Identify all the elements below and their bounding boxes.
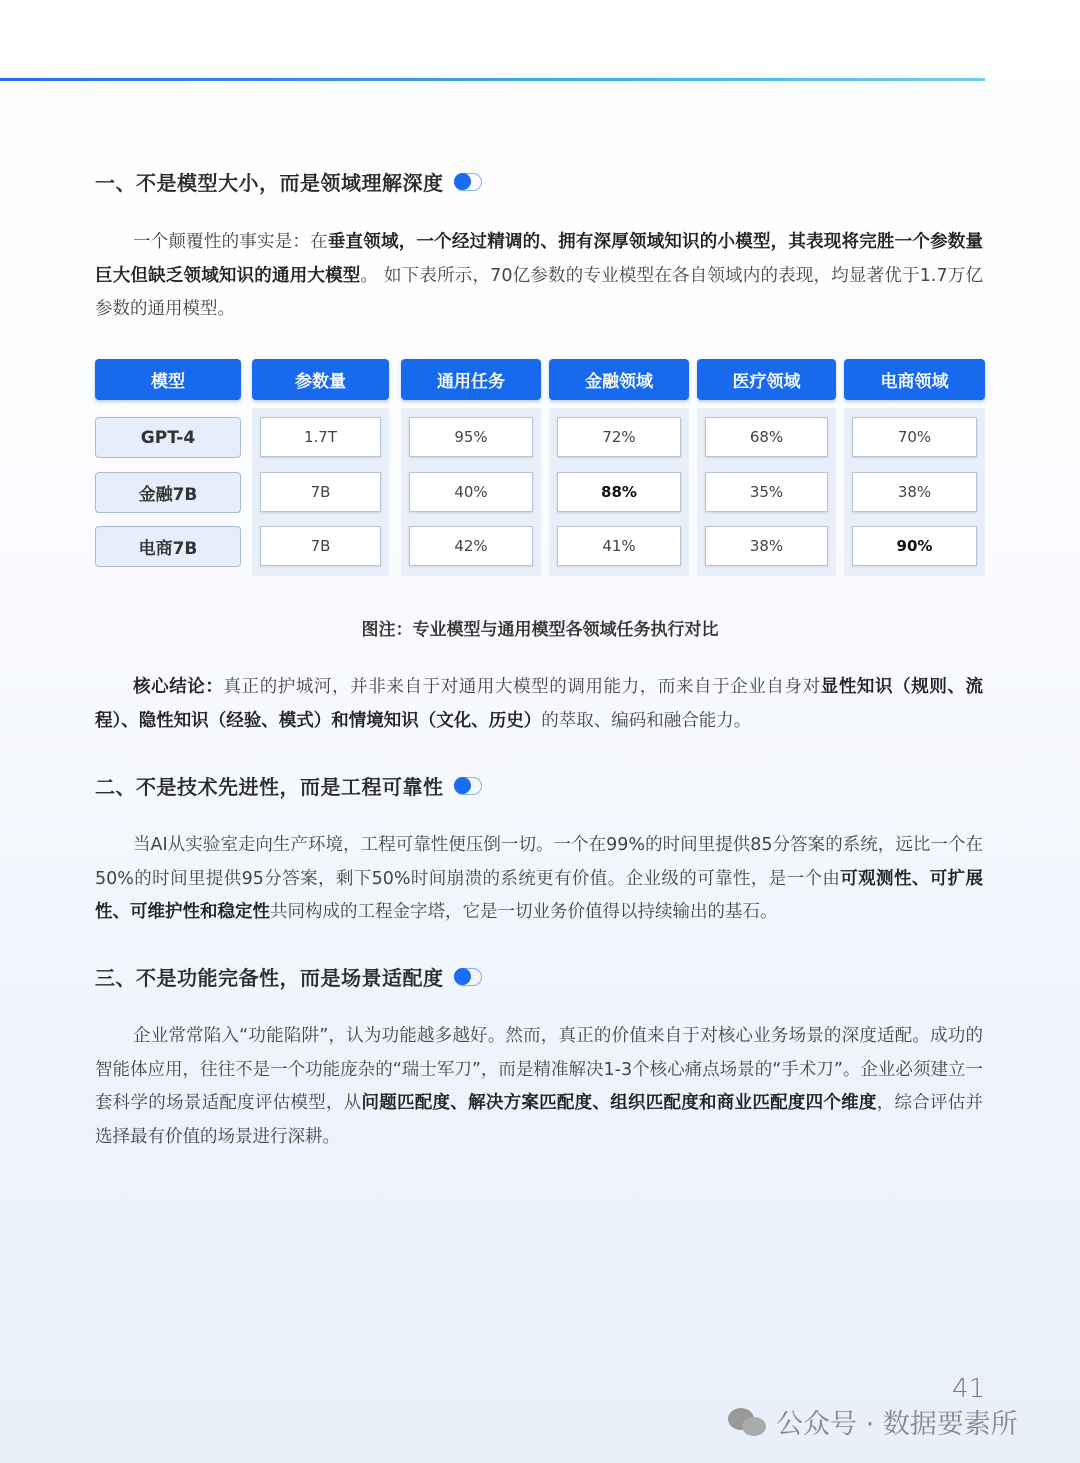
- bold-segment: 可观测性、可扩展性、可维护性和稳定性: [95, 868, 984, 922]
- heading-text: 二、不是技术先进性，而是工程可靠性: [95, 775, 444, 799]
- toggle-icon: [454, 968, 482, 986]
- toggle-icon: [454, 777, 482, 795]
- page-number: 41: [952, 1374, 986, 1404]
- table-cell: 38%: [705, 526, 828, 566]
- table-cell: 72%: [557, 417, 681, 457]
- section-heading-1: [95, 167, 482, 196]
- watermark-text: 公众号 · 数据要素所: [776, 1409, 1018, 1440]
- text-segment: 的萃取、编码和融合能力。: [541, 710, 752, 731]
- table-cell: 38%: [852, 472, 977, 512]
- text-segment: ，综合评估并选择最有价值的场景进行深耕。: [95, 1093, 984, 1147]
- table-caption: 图注：专业模型与通用模型各领域任务执行对比: [361, 620, 719, 640]
- table-cell: 68%: [705, 417, 828, 457]
- table-cell: 7B: [260, 472, 381, 512]
- text-segment: 共同构成的工程金字塔，它是一切业务价值得以持续输出的基石。: [270, 902, 778, 922]
- table-cell: 88%: [557, 472, 681, 512]
- text-segment: 当AI从实验室走向生产环境，工程可靠性便压倒一切。一个在99%的时间里提供85分答案的系统，远比一个在50%的时间里提供95分答案，剩下50%时间崩溃的系统更有价值。企业级的可靠性，是一个由: [95, 835, 983, 889]
- model-name-cell: GPT-4: [95, 417, 241, 458]
- table-header: 金融领域: [549, 359, 689, 400]
- table-cell: 95%: [409, 417, 533, 457]
- paragraph-intro: [95, 226, 983, 327]
- model-name-cell: 金融7B: [95, 472, 241, 513]
- table-cell: 41%: [557, 526, 681, 566]
- heading-text: 三、不是功能完备性，而是场景适配度: [95, 966, 444, 990]
- watermark: [728, 1402, 1018, 1441]
- text-segment: 一个颠覆性的事实是：在: [133, 232, 328, 252]
- table-cell: 42%: [409, 526, 533, 566]
- bold-segment: 核心结论：: [133, 677, 224, 697]
- table-header: 模型: [95, 359, 241, 400]
- wechat-icon: [728, 1406, 768, 1438]
- paragraph-reliability: [95, 829, 983, 930]
- table-cell: 70%: [852, 417, 977, 457]
- header-rule: [0, 78, 985, 81]
- bold-segment: 问题匹配度、解决方案匹配度、组织匹配度和商业匹配度四个维度: [361, 1093, 877, 1113]
- table-header: 电商领域: [844, 359, 985, 400]
- text-segment: 真正的护城河，并非来自于对通用大模型的调用能力，而来自于企业自身对: [223, 677, 821, 697]
- paragraph-conclusion: [95, 671, 983, 738]
- toggle-icon: [454, 173, 482, 191]
- table-cell: 90%: [852, 526, 977, 566]
- comparison-table: [95, 359, 985, 579]
- table-cell: 35%: [705, 472, 828, 512]
- table-header: 医疗领域: [697, 359, 836, 400]
- text-segment: 。 如下表所示，70亿参数的专业模型在各自领域内的表现，均显著优于1.7万亿参数的通用模型。: [95, 265, 983, 319]
- paragraph-scenario: [95, 1020, 983, 1154]
- bold-segment: 显性知识（规则、流程）、隐性知识（经验、模式）和情境知识（文化、历史）: [95, 677, 984, 731]
- table-cell: 40%: [409, 472, 533, 512]
- heading-text: 一、不是模型大小，而是领域理解深度: [95, 171, 444, 195]
- model-name-cell: 电商7B: [95, 526, 241, 567]
- table-cell: 7B: [260, 526, 381, 566]
- text-segment: 企业常常陷入“功能陷阱”，认为功能越多越好。然而，真正的价值来自于对核心业务场景的深度适配。成功的智能体应用，往往不是一个功能庞杂的“瑞士军刀”，而是精准解决1-3个核心痛点场景的“手术刀”。企业必须建立一套科学的场景适配度评估模型，从: [95, 1026, 983, 1113]
- table-cell: 1.7T: [260, 417, 381, 457]
- section-heading-2: [95, 771, 482, 800]
- bold-segment: 垂直领域，一个经过精调的、拥有深厚领域知识的小模型，其表现将完胜一个参数量巨大但缺乏领域知识的通用大模型: [95, 232, 984, 286]
- table-header: 通用任务: [401, 359, 541, 400]
- table-header: 参数量: [252, 359, 389, 400]
- section-heading-3: [95, 962, 482, 991]
